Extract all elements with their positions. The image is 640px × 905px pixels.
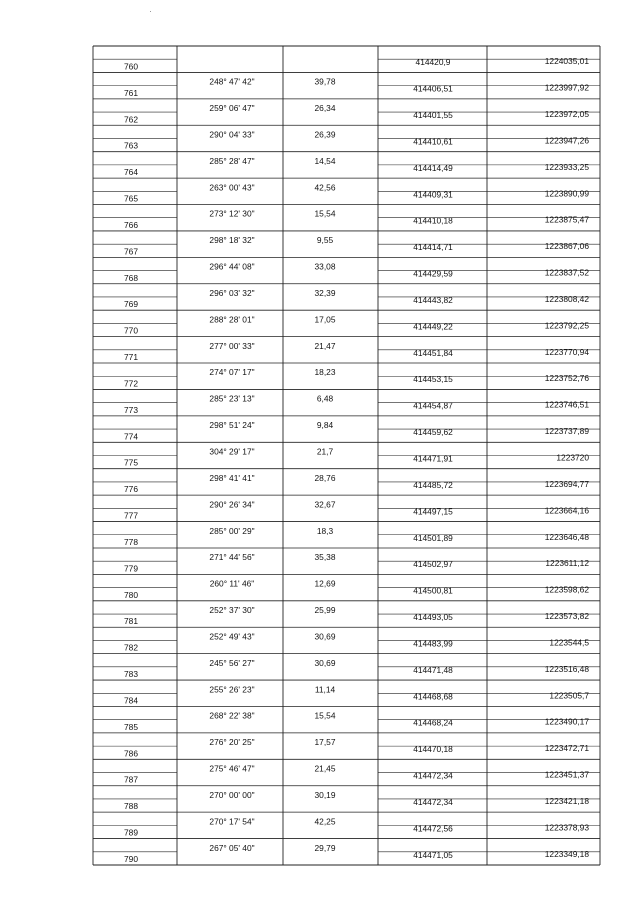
- segment-length: 30,19: [314, 789, 336, 800]
- point-number: 788: [124, 801, 138, 812]
- direction-angle: 285° 00' 29": [209, 525, 255, 536]
- point-number: 767: [124, 246, 138, 257]
- point-number: 780: [124, 589, 138, 600]
- coordinate-x: 414449,22: [413, 321, 453, 332]
- coordinate-y: 1223544,5: [549, 637, 589, 648]
- coordinate-x: 414470,18: [413, 744, 453, 755]
- coordinate-x: 414500,81: [413, 585, 453, 596]
- coordinate-y: 1223792,25: [544, 320, 589, 331]
- point-number: 787: [124, 774, 138, 785]
- segment-length: 30,69: [314, 657, 336, 668]
- direction-angle: 271° 44' 56": [209, 552, 255, 563]
- segment-length: 33,08: [314, 261, 336, 272]
- coordinate-y: 1223972,05: [544, 109, 589, 120]
- point-number: 775: [124, 457, 138, 468]
- coordinate-x: 414472,34: [413, 796, 453, 807]
- segment-length: 9,55: [316, 235, 334, 246]
- coordinate-y: 1223611,12: [545, 558, 589, 569]
- point-number: 784: [124, 695, 138, 706]
- point-number: 783: [124, 669, 138, 680]
- segment-length: 21,45: [314, 763, 336, 774]
- point-number: 773: [124, 404, 138, 415]
- segment-length: 35,38: [314, 552, 336, 563]
- point-number: 778: [124, 536, 138, 547]
- coordinate-y: 1223472,71: [544, 743, 589, 754]
- segment-length: 29,79: [314, 842, 336, 853]
- direction-angle: 288° 28' 01": [209, 314, 255, 325]
- point-number: 786: [124, 748, 138, 759]
- coordinate-x: 414497,15: [413, 506, 453, 517]
- coordinate-x: 414453,15: [413, 374, 453, 385]
- direction-angle: 263° 00' 43": [209, 182, 255, 193]
- direction-angle: 270° 00' 00": [209, 789, 255, 800]
- segment-length: 17,57: [314, 737, 336, 748]
- coordinate-x: 414472,56: [413, 823, 453, 834]
- point-number: 765: [124, 193, 138, 204]
- coordinate-x: 414493,05: [413, 612, 453, 623]
- point-number: 785: [124, 721, 138, 732]
- coordinate-x: 414502,97: [413, 559, 453, 570]
- direction-angle: 255° 26' 23": [209, 684, 255, 695]
- segment-length: 42,56: [314, 182, 336, 193]
- coordinate-x: 414420,9: [415, 57, 451, 68]
- coordinate-y: 1223378,93: [544, 822, 589, 833]
- direction-angle: 290° 26' 34": [209, 499, 255, 510]
- coordinate-y: 1223516,48: [544, 663, 589, 674]
- point-number: 771: [124, 352, 138, 363]
- coordinate-x: 414451,84: [413, 347, 453, 358]
- coordinate-y: 1223349,18: [544, 848, 589, 859]
- segment-length: 21,47: [314, 340, 336, 351]
- segment-length: 14,54: [314, 155, 336, 166]
- point-number: 770: [124, 325, 138, 336]
- coordinate-y: 1223573,82: [544, 611, 589, 622]
- direction-angle: 298° 41' 41": [209, 472, 255, 483]
- coordinate-x: 414471,05: [413, 849, 453, 860]
- coordinate-y: 1223867,06: [544, 241, 589, 252]
- coordinate-x: 414443,82: [413, 294, 453, 305]
- direction-angle: 268° 22' 38": [209, 710, 255, 721]
- segment-length: 17,05: [314, 314, 336, 325]
- coordinate-y: 1223746,51: [544, 399, 589, 410]
- point-number: 764: [124, 167, 138, 178]
- point-number: 789: [124, 827, 138, 838]
- coordinate-x: 414409,31: [413, 189, 453, 200]
- coordinate-x: 414429,59: [413, 268, 453, 279]
- coordinate-x: 414414,49: [413, 162, 453, 173]
- direction-angle: 260° 11' 46": [209, 578, 255, 589]
- segment-length: 12,69: [314, 578, 336, 589]
- point-number: 772: [124, 378, 138, 389]
- point-number: 766: [124, 219, 138, 230]
- segment-length: 15,54: [314, 208, 336, 219]
- point-number: 760: [124, 61, 138, 72]
- direction-angle: 270° 17' 54": [209, 816, 255, 827]
- coordinate-x: 414472,34: [413, 770, 453, 781]
- coordinate-y: 1223837,52: [544, 267, 589, 278]
- segment-length: 39,78: [314, 76, 336, 87]
- coordinate-x: 414501,89: [413, 532, 453, 543]
- point-number: 777: [124, 510, 138, 521]
- point-number: 768: [124, 272, 138, 283]
- point-number: 779: [124, 563, 138, 574]
- segment-length: 26,34: [314, 103, 336, 114]
- point-number: 790: [124, 854, 138, 864]
- direction-angle: 273° 12' 30": [209, 208, 255, 219]
- coordinate-y: 1223421,18: [544, 795, 589, 806]
- coordinate-y: 1223664,16: [544, 505, 589, 516]
- coordinate-y: 1223490,17: [544, 716, 589, 727]
- direction-angle: 259° 06' 47": [209, 103, 255, 114]
- coordinate-y: 1223505,7: [549, 690, 589, 701]
- coordinate-y: 1223875,47: [544, 214, 589, 225]
- direction-angle: 245° 56' 27": [209, 657, 255, 668]
- point-number: 762: [124, 114, 138, 125]
- segment-length: 26,39: [314, 129, 336, 140]
- coordinate-x: 414471,48: [413, 664, 453, 675]
- direction-angle: 274° 07' 17": [209, 367, 255, 378]
- coordinate-x: 414410,61: [413, 136, 453, 147]
- point-number: 761: [124, 87, 138, 98]
- direction-angle: 296° 03' 32": [209, 287, 255, 298]
- segment-length: 21,7: [316, 446, 334, 457]
- direction-angle: 276° 20' 25": [209, 737, 255, 748]
- direction-angle: 285° 23' 13": [209, 393, 255, 404]
- segment-length: 28,76: [314, 472, 336, 483]
- point-number: 769: [124, 299, 138, 310]
- segment-length: 9,84: [316, 420, 334, 431]
- direction-angle: 298° 18' 32": [209, 235, 255, 246]
- coordinate-x: 414471,91: [413, 453, 453, 464]
- segment-length: 32,39: [314, 287, 336, 298]
- direction-angle: 298° 51' 24": [209, 420, 255, 431]
- coordinate-y: 1223598,62: [544, 584, 589, 595]
- coordinate-x: 414401,55: [413, 110, 453, 121]
- direction-angle: 290° 04' 33": [209, 129, 255, 140]
- coordinate-x: 414410,18: [413, 215, 453, 226]
- coordinate-x: 414406,51: [413, 83, 453, 94]
- direction-angle: 277° 00' 33": [209, 340, 255, 351]
- point-number: 776: [124, 484, 138, 495]
- segment-length: 42,25: [314, 816, 336, 827]
- coordinate-y: 1223808,42: [544, 293, 589, 304]
- direction-angle: 296° 44' 08": [209, 261, 255, 272]
- coordinate-y: 1223737,89: [544, 426, 589, 437]
- coordinate-y: 1224035,01: [544, 56, 589, 67]
- coordinate-y: 1223997,92: [544, 82, 589, 93]
- direction-angle: 285° 28' 47": [209, 155, 255, 166]
- coordinate-y: 1223947,26: [544, 135, 589, 146]
- point-number: 774: [124, 431, 138, 442]
- coordinate-y: 1223752,76: [544, 373, 589, 384]
- coordinate-y: 1223933,25: [544, 161, 589, 172]
- point-number: 781: [124, 616, 138, 627]
- segment-length: 15,54: [314, 710, 336, 721]
- segment-length: 18,3: [316, 525, 334, 536]
- coordinate-y: 1223694,77: [544, 478, 589, 489]
- segment-length: 18,23: [314, 367, 336, 378]
- coordinate-y: 1223890,99: [544, 188, 589, 199]
- coordinate-x: 414485,72: [413, 479, 453, 490]
- coordinate-x: 414483,99: [413, 638, 453, 649]
- point-number: 763: [124, 140, 138, 151]
- coordinate-y: 1223451,37: [544, 769, 589, 780]
- direction-angle: 267° 05' 40": [209, 842, 255, 853]
- coordinate-y: 1223646,48: [544, 531, 589, 542]
- segment-length: 6,48: [316, 393, 334, 404]
- direction-angle: 304° 29' 17": [209, 446, 255, 457]
- coordinate-y: 1223770,94: [544, 346, 589, 357]
- segment-length: 11,14: [314, 684, 336, 695]
- direction-angle: 252° 37' 30": [209, 605, 255, 616]
- coordinate-y: 1223720: [556, 452, 589, 463]
- coordinate-x: 414468,24: [413, 717, 453, 728]
- coordinate-x: 414468,68: [413, 691, 453, 702]
- direction-angle: 275° 46' 47": [209, 763, 255, 774]
- point-number: 782: [124, 642, 138, 653]
- coordinate-x: 414454,87: [413, 400, 453, 411]
- segment-length: 25,99: [314, 605, 336, 616]
- segment-length: 30,69: [314, 631, 336, 642]
- coordinate-x: 414414,71: [413, 242, 453, 253]
- segment-length: 32,67: [314, 499, 336, 510]
- coordinate-x: 414459,62: [413, 427, 453, 438]
- direction-angle: 248° 47' 42": [209, 76, 255, 87]
- direction-angle: 252° 49' 43": [209, 631, 255, 642]
